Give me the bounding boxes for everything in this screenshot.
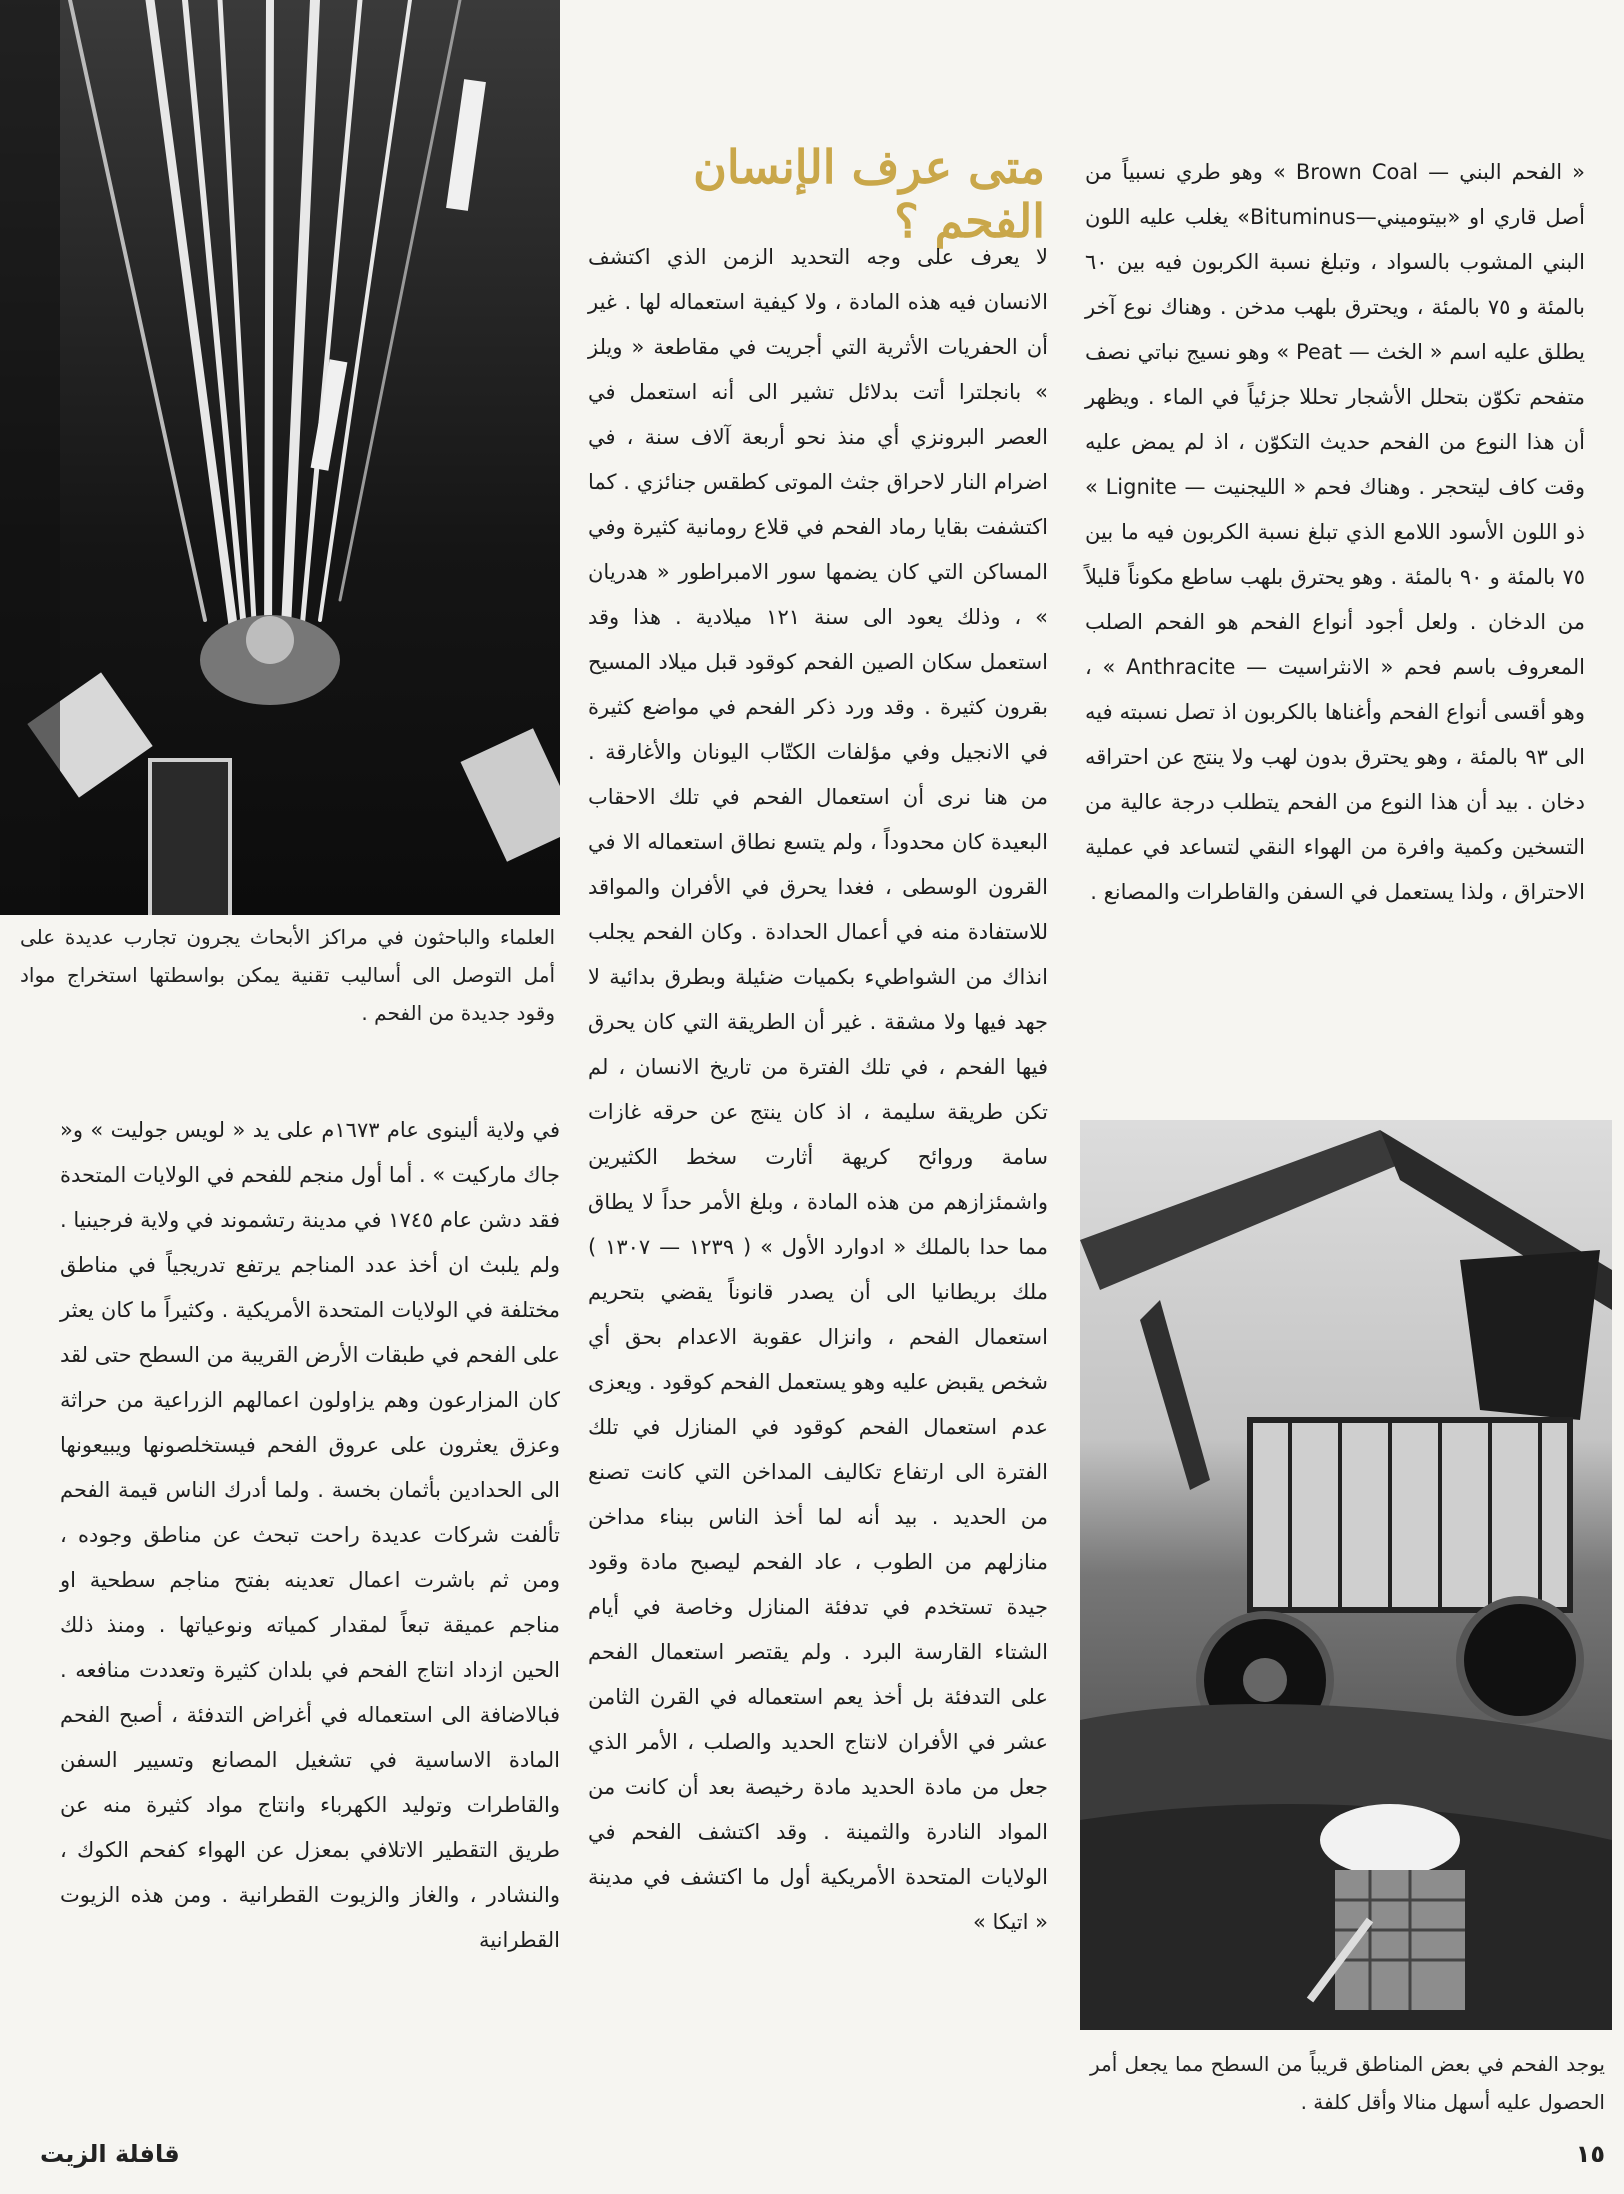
page-number: ١٥ <box>1575 2140 1605 2168</box>
mining-truck-icon <box>1080 1120 1612 2030</box>
article-column-right <box>1085 150 1585 1125</box>
paragraph-coal-history: لا يعرف على وجه التحديد الزمن الذي اكتشف الانسان فيه هذه المادة ، ولا كيفية استعماله لها . غير أن الحفريات الأثرية التي أجريت في مقاطعة « ويلز » بانجلترا أتت بدلائل تشير الى أنه استعمل في العصر البرونزي أي منذ نحو أربعة آلاف سنة ، في اضرام النار لاحراق جثث الموتى كطقس جنائزي . كما اكتشفت بقايا رماد الفحم في قلاع رومانية كثيرة وفي المساكن التي كان يضمها سور الامبراطور « هدريان » ، وذلك يعود الى سنة ١٢١ ميلادية . هذا وقد استعمل سكان الصين الفحم كوقود قبل ميلاد المسيح بقرون كثيرة . وقد ورد ذكر الفحم في مواضع كثيرة في الانجيل وفي مؤلفات الكتّاب اليونان والأغارقة . من هنا نرى أن استعمال الفحم في تلك الاحقاب البعيدة كان محدوداً ، ولم يتسع نطاق استعماله الا في القرون الوسطى ، فغدا يحرق في الأفران والمواقد للاستفادة منه في أعمال الحدادة . وكان الفحم يجلب انذاك من الشواطيء بكميات ضئيلة وبطرق بدائية لا جهد فيها ولا مشقة . غير أن الطريقة التي كان يحرق فيها الفحم ، في تلك الفترة من تاريخ الانسان ، لم تكن طريقة سليمة ، اذ كان ينتج عن حرقه غازات سامة وروائح كريهة أثارت سخط الكثيرين واشمئزازهم من هذه المادة ، وبلغ الأمر حداً لا يطاق مما حدا بالملك « ادوارد الأول » ( ١٢٣٩ — ١٣٠٧ ) ملك بريطانيا الى أن يصدر قانوناً يقضي بتحريم استعمال الفحم ، وانزال عقوبة الاعدام بحق أي شخص يقبض عليه وهو يستعمل الفحم كوقود . ويعزى عدم استعمال الفحم كوقود في المنازل في تلك الفترة الى ارتفاع تكاليف المداخن التي كانت تصنع من الحديد . بيد أنه لما أخذ الناس ببناء مداخن منازلهم من الطوب ، عاد الفحم ليصبح مادة وقود جيدة تستخدم في تدفئة المنازل وخاصة في أيام الشتاء القارسة البرد . ولم يقتصر استعمال الفحم على التدفئة بل أخذ يعم استعماله في القرن الثامن عشر في الأفران لانتاج الحديد والصلب ، الأمر الذي جعل من مادة الحديد مادة رخيصة بعد أن كانت من المواد النادرة والثمينة . وقد اكتشف الفحم في الولايات المتحدة الأمريكية أول ما اكتشف في مدينة « اتيكا » <box>588 245 1048 1934</box>
paragraph-coal-types: « الفحم البني — Brown Coal » وهو طري نسبياً من أصل قاري او «بيتوميني—Bituminus» يغلب عليه اللون البني المشوب بالسواد ، وتبلغ نسبة الكربون فيه بين ٦٠ بالمئة و ٧٥ بالمئة ، ويحترق بلهب مدخن . وهناك نوع آخر يطلق عليه اسم « الخث — Peat » وهو نسيج نباتي نصف متفحم تكوّن بتحلل الأشجار تحللا جزئياً في الماء . ويظهر أن هذا النوع من الفحم حديث التكوّن ، اذ لم يمض عليه وقت كاف ليتحجر . وهناك فحم « الليجنيت — Lignite » ذو اللون الأسود اللامع الذي تبلغ نسبة الكربون فيه ما بين ٧٥ بالمئة و ٩٠ بالمئة . وهو يحترق بلهب ساطع مكوناً قليلاً من الدخان . ولعل أجود أنواع الفحم هو الفحم الصلب المعروف باسم فحم « الانثراسيت — Anthracite » ، وهو أقسى أنواع الفحم وأغناها بالكربون اذ تصل نسبته فيه الى ٩٣ بالمئة ، وهو يحترق بدون لهب ولا ينتج عن احتراقه دخان . بيد أن هذا النوع من الفحم يتطلب درجة عالية من التسخين وكمية وافرة من الهواء النقي لتساعد في عملية الاحتراق ، ولذا يستعمل في السفن والقاطرات والمصانع . <box>1085 160 1586 904</box>
article-heading: متى عرف الإنسان الفحم ؟ <box>693 140 1045 248</box>
article-column-middle <box>588 235 1048 2135</box>
strip-mine-truck-photo <box>1080 1120 1612 2030</box>
photo-caption-mining: يوجد الفحم في بعض المناطق قريباً من السطح مما يجعل أمر الحصول عليه أسهل منالا وأقل كلفة . <box>1090 2052 1605 2114</box>
research-lab-photo <box>0 0 560 915</box>
paragraph-coal-usa: في ولاية ألينوى عام ١٦٧٣م على يد « لويس جوليت » و« جاك ماركيت » . أما أول منجم للفحم في الولايات المتحدة فقد دشن عام ١٧٤٥ في مدينة رتشموند في ولاية فرجينيا . ولم يلبث ان أخذ عدد المناجم يرتفع تدريجياً في مناطق مختلفة في الولايات المتحدة الأمريكية . وكثيراً ما كان يعثر على الفحم في طبقات الأرض القريبة من السطح حتى لقد كان المزارعون وهم يزاولون اعمالهم الزراعية من حراثة وعزق يعثرون على عروق الفحم فيستخلصونها ويبيعونها الى الحدادين بأثمان بخسة . ولما أدرك الناس قيمة الفحم تألفت شركات عديدة راحت تبحث عن مناطق وجوده ، ومن ثم باشرت اعمال تعدينه بفتح مناجم سطحية او مناجم عميقة تبعاً لمقدار كمياته ونوعياتها . ومنذ ذلك الحين ازداد انتاج الفحم في بلدان كثيرة وتعددت منافعه . فبالاضافة الى استعماله في أغراض التدفئة ، أصبح الفحم المادة الاساسية في تشغيل المصانع وتسيير السفن والقاطرات وتوليد الكهرباء وانتاج مواد كثيرة منه عن طريق التقطير الاتلافي بمعزل عن الهواء كفحم الكوك ، والنشادر ، والغاز والزيوت القطرانية . ومن هذه الزيوت القطرانية <box>60 1118 561 1952</box>
research-lab-icon <box>0 0 560 915</box>
publication-name: قافلة الزيت <box>40 2140 180 2168</box>
photo-caption-lab: العلماء والباحثون في مراكز الأبحاث يجرون تجارب عديدة على أمل التوصل الى أساليب تقنية يمكن بواسطتها استخراج مواد وقود جديدة من الفحم . <box>20 925 555 1025</box>
article-column-left <box>60 1108 560 2128</box>
